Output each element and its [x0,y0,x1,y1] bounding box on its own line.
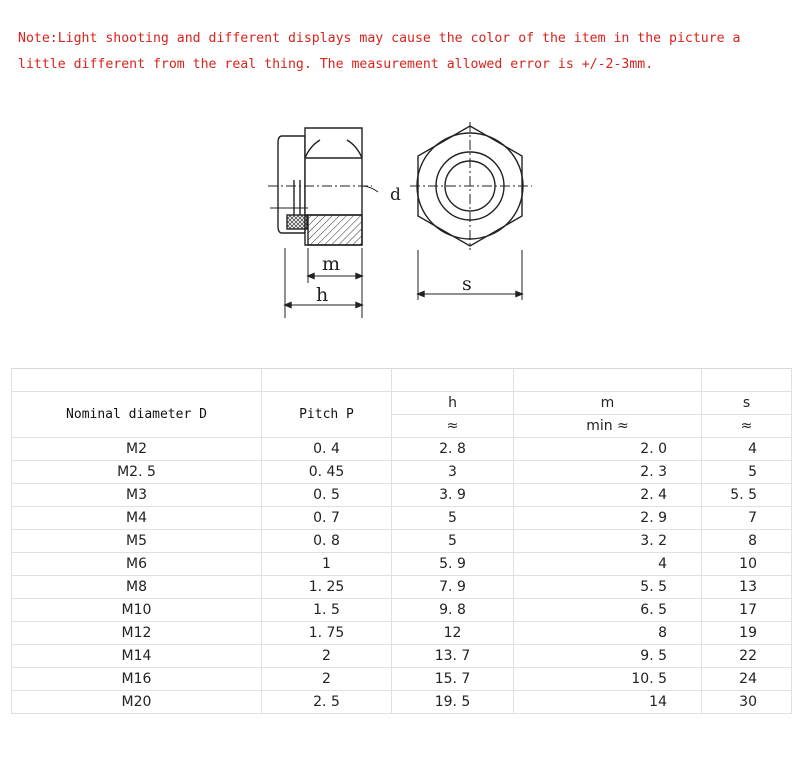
cell-h: 2. 8 [392,438,514,461]
header-nominal: Nominal diameter D [12,392,262,438]
table-row [12,645,792,668]
cell-s: 7 [702,507,792,530]
cell-d: M2 [12,438,262,461]
header-pitch: Pitch P [262,392,392,438]
cell-m: 4 [514,553,702,576]
cell-d: M14 [12,645,262,668]
cell-s: 17 [702,599,792,622]
cell-h: 9. 8 [392,599,514,622]
cell-h: 13. 7 [392,645,514,668]
table-row [12,668,792,691]
cell-m: 8 [514,622,702,645]
cell-h: 15. 7 [392,668,514,691]
cell-d: M2. 5 [12,461,262,484]
cell-s: 13 [702,576,792,599]
cell-s: 30 [702,691,792,714]
table-row [12,599,792,622]
table-row [12,438,792,461]
cell-p: 2 [262,668,392,691]
cell-h: 3. 9 [392,484,514,507]
table-row [12,507,792,530]
header-m: m [514,392,702,415]
cell-m: 2. 0 [514,438,702,461]
cell-s: 4 [702,438,792,461]
cell-h: 12 [392,622,514,645]
table-body [12,438,792,714]
cell-p: 1. 75 [262,622,392,645]
cell-p: 2. 5 [262,691,392,714]
cell-p: 0. 5 [262,484,392,507]
header-s-sub: ≈ [702,415,792,438]
cell-d: M8 [12,576,262,599]
cell-m: 2. 9 [514,507,702,530]
cell-p: 0. 4 [262,438,392,461]
label-m: m [322,253,341,275]
cell-p: 1. 25 [262,576,392,599]
label-h: h [316,284,329,306]
cell-s: 8 [702,530,792,553]
cell-h: 5 [392,507,514,530]
cell-m: 3. 2 [514,530,702,553]
cell-h: 3 [392,461,514,484]
header-h: h [392,392,514,415]
label-d: d [390,185,401,205]
cell-d: M10 [12,599,262,622]
table-row [12,576,792,599]
nylon-lock-nut-drawing [260,118,540,328]
cell-p: 1 [262,553,392,576]
cell-s: 24 [702,668,792,691]
table-row [12,484,792,507]
cell-h: 5. 9 [392,553,514,576]
cell-s: 10 [702,553,792,576]
cell-s: 5 [702,461,792,484]
cell-m: 2. 3 [514,461,702,484]
cell-h: 5 [392,530,514,553]
cell-p: 0. 7 [262,507,392,530]
cell-d: M4 [12,507,262,530]
cell-p: 0. 45 [262,461,392,484]
label-s: s [462,273,472,295]
cell-m: 5. 5 [514,576,702,599]
cell-p: 1. 5 [262,599,392,622]
cell-h: 19. 5 [392,691,514,714]
cell-m: 14 [514,691,702,714]
cell-m: 9. 5 [514,645,702,668]
spec-table [11,368,792,714]
cell-d: M3 [12,484,262,507]
cell-p: 2 [262,645,392,668]
cell-d: M6 [12,553,262,576]
cell-s: 22 [702,645,792,668]
cell-h: 7. 9 [392,576,514,599]
table-row [12,530,792,553]
cell-m: 2. 4 [514,484,702,507]
cell-m: 10. 5 [514,668,702,691]
table-row [12,622,792,645]
note-text: Note:Light shooting and different displays may cause the color of the item in the picture a little different from the real thing. The measurement allowed error is +/-2-3mm. [18,31,741,72]
table-row [12,553,792,576]
cell-d: M16 [12,668,262,691]
cell-s: 19 [702,622,792,645]
cell-p: 0. 8 [262,530,392,553]
cell-d: M20 [12,691,262,714]
table-row [12,461,792,484]
header-m-sub: min ≈ [514,415,702,438]
cell-d: M12 [12,622,262,645]
cell-d: M5 [12,530,262,553]
cell-m: 6. 5 [514,599,702,622]
table-row [12,691,792,714]
header-s: s [702,392,792,415]
cell-s: 5. 5 [702,484,792,507]
header-h-sub: ≈ [392,415,514,438]
